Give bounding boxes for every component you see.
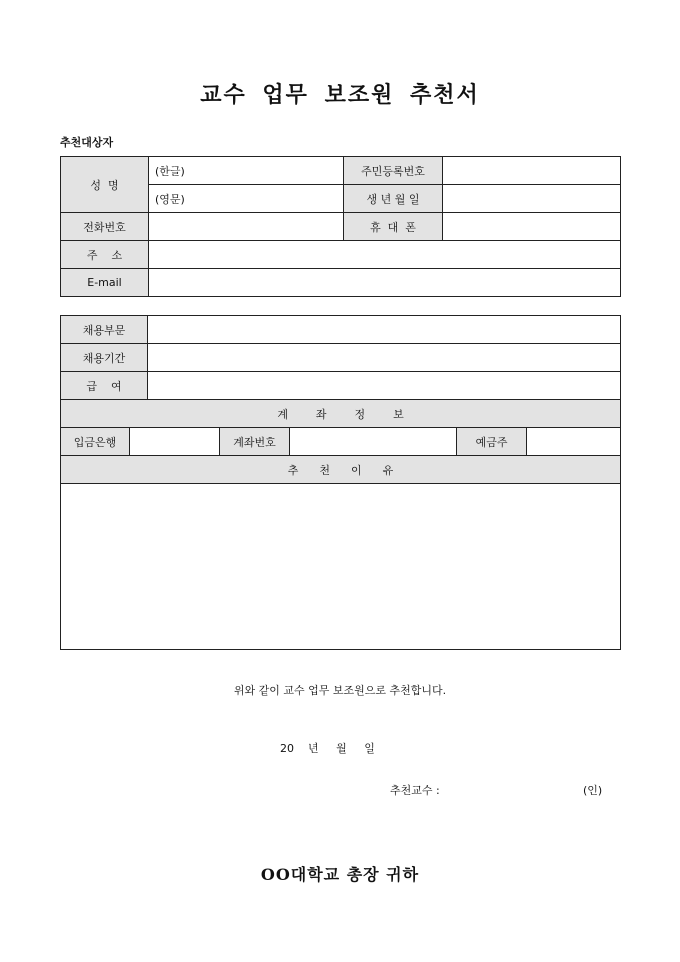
date-line: 20 년 월 일 <box>280 742 375 755</box>
department-label: 채용부문 <box>61 316 148 344</box>
reason-header: 추 천 이 유 <box>61 456 621 484</box>
account-info-header: 계 좌 정 보 <box>61 400 621 428</box>
bank-field[interactable] <box>130 428 220 456</box>
reason-field[interactable] <box>61 484 621 650</box>
account-number-label: 계좌번호 <box>220 428 290 456</box>
department-field[interactable] <box>148 316 621 344</box>
birthdate-field[interactable] <box>443 185 621 213</box>
birthdate-label: 생 년 월 일 <box>344 185 443 213</box>
email-field[interactable] <box>149 269 621 297</box>
recommendation-statement: 위와 같이 교수 업무 보조원으로 추천합니다. <box>233 684 447 697</box>
section-label-candidate: 추천대상자 <box>60 136 114 149</box>
name-korean-field[interactable] <box>149 157 344 185</box>
korean-hint: (한글) <box>155 164 185 178</box>
personal-info-table <box>60 156 621 297</box>
email-label: E-mail <box>61 269 149 297</box>
phone-field[interactable] <box>149 213 344 241</box>
account-holder-field[interactable] <box>527 428 621 456</box>
bank-label: 입금은행 <box>61 428 130 456</box>
addressee: OO대학교 총장 귀하 <box>260 865 420 884</box>
account-number-field[interactable] <box>290 428 457 456</box>
mobile-label: 휴 대 폰 <box>344 213 443 241</box>
mobile-field[interactable] <box>443 213 621 241</box>
period-field[interactable] <box>148 344 621 372</box>
recommender-label: 추천교수 : <box>390 784 440 797</box>
address-field[interactable] <box>149 241 621 269</box>
id-number-label: 주민등록번호 <box>344 157 443 185</box>
salary-field[interactable] <box>148 372 621 400</box>
seal-label: (인) <box>583 784 603 797</box>
period-label: 채용기간 <box>61 344 148 372</box>
name-english-field[interactable] <box>149 185 344 213</box>
id-number-field[interactable] <box>443 157 621 185</box>
name-label: 성 명 <box>61 157 149 213</box>
salary-label: 급 여 <box>61 372 148 400</box>
english-hint: (영문) <box>155 192 185 206</box>
account-holder-label: 예금주 <box>457 428 527 456</box>
address-label: 주 소 <box>61 241 149 269</box>
phone-label: 전화번호 <box>61 213 149 241</box>
employment-table <box>60 315 621 650</box>
document-title: 교수 업무 보조원 추천서 <box>200 82 480 108</box>
